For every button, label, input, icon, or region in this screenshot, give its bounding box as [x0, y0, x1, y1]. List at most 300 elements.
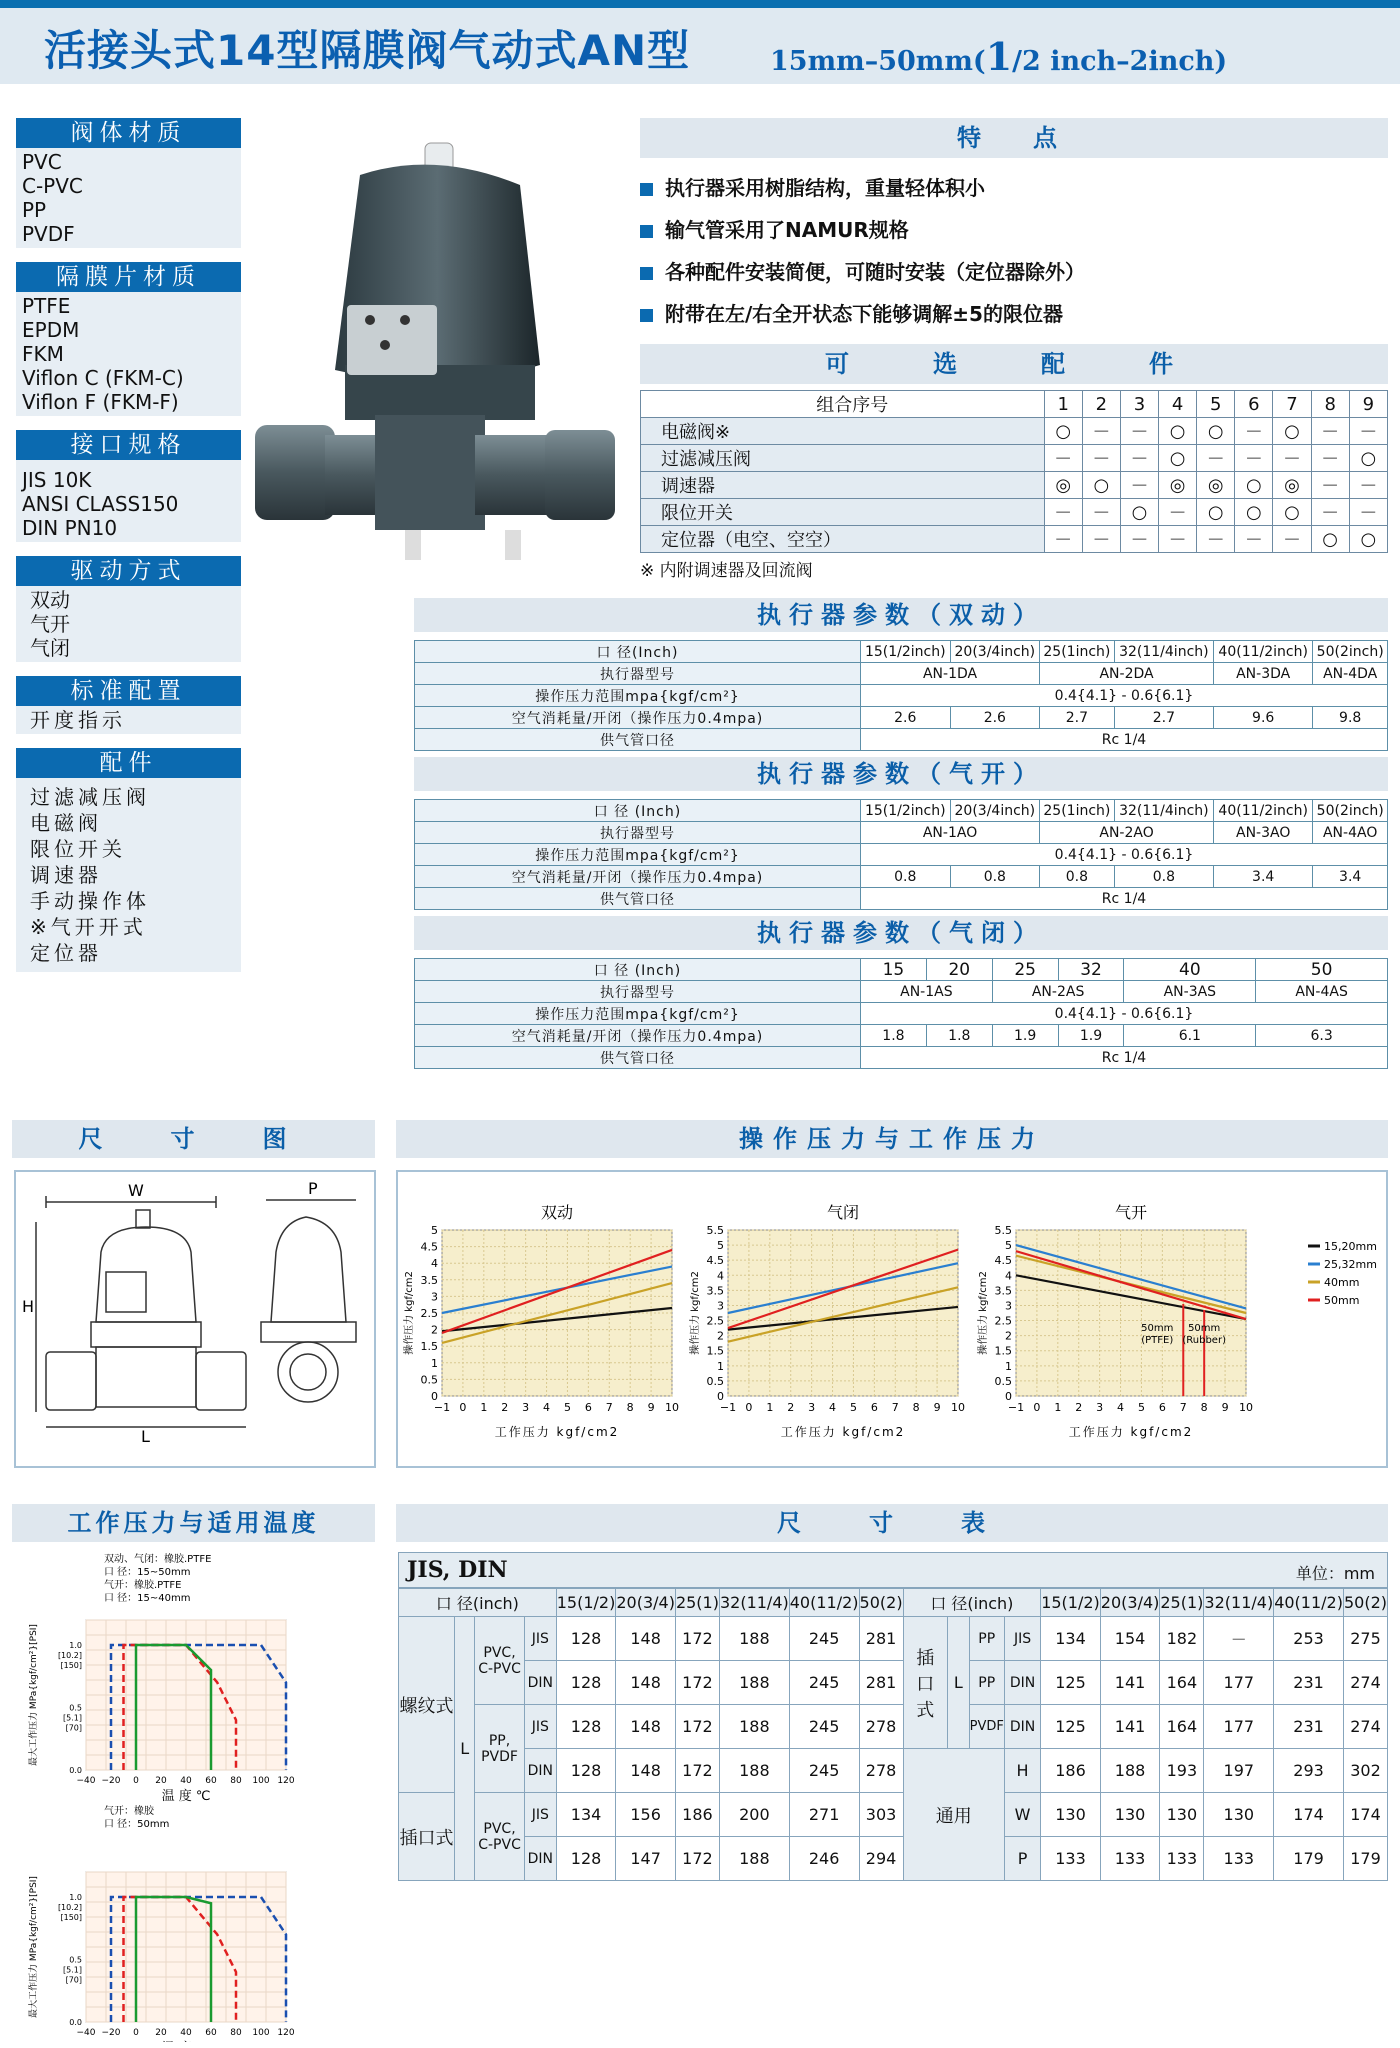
model-cell: AN-1AS [861, 981, 993, 1003]
size-cell: 20(3/4inch) [950, 641, 1040, 663]
list-item: 气开 [30, 612, 70, 636]
size-cell: 25 [992, 959, 1058, 981]
x-tick-label: 3 [522, 1401, 530, 1414]
option-label: 定位器（电空、空空） [641, 526, 1045, 553]
dim-header: 口 径(inch) [399, 1589, 557, 1617]
size-cell: 40 [1124, 959, 1256, 981]
model-cell: AN-4DA [1313, 663, 1388, 685]
option-col: 1 [1044, 391, 1082, 418]
standard-list [16, 706, 241, 734]
option-cell: － [1044, 445, 1082, 472]
dim-cell: 130 [1160, 1793, 1204, 1837]
dim-cell: 134 [556, 1793, 616, 1837]
dim-cell: JIS [1004, 1617, 1040, 1661]
bullet-square-icon [640, 183, 653, 196]
temp-y-tick: 1.0 [69, 1641, 82, 1650]
dim-table-banner [398, 1552, 1388, 1588]
dim-cell: 50(2) [859, 1589, 903, 1617]
option-cell: － [1120, 418, 1158, 445]
dim-cell: 32(11/4) [719, 1589, 789, 1617]
pressure-label: 操作压力范围mpa{kgf/cm²} [415, 685, 861, 707]
temp-x-tick: 60 [205, 1776, 217, 1786]
dim-cell: 130 [1204, 1793, 1274, 1837]
list-item: 过滤减压阀 [30, 785, 150, 809]
dim-cell: 134 [1041, 1617, 1101, 1661]
x-tick-label: 5 [1137, 1401, 1145, 1414]
page-title: 活接头式14型隔膜阀气动式AN型 [44, 26, 691, 75]
option-col: 5 [1197, 391, 1235, 418]
port-cell: Rc 1/4 [861, 729, 1388, 751]
dim-cell: 186 [1041, 1749, 1101, 1793]
dim-cell: 193 [1160, 1749, 1204, 1793]
dim-cell: DIN [524, 1661, 556, 1705]
air-cell: 6.1 [1124, 1025, 1256, 1047]
dim-cell: 148 [616, 1661, 676, 1705]
temp-x-tick: 120 [277, 1776, 295, 1786]
dim-cell: 188 [719, 1749, 789, 1793]
y-tick-label: 4 [431, 1257, 438, 1271]
dim-cell: 141 [1100, 1705, 1160, 1749]
dim-cell: 245 [789, 1749, 859, 1793]
dim-cell: 32(11/4) [1204, 1589, 1274, 1617]
dim-cell: 128 [556, 1617, 616, 1661]
dim-cell: 插 口 式 [903, 1617, 947, 1749]
dim-cell: PVDF [969, 1705, 1004, 1749]
y-tick-label: 2 [431, 1323, 438, 1337]
model-label: 执行器型号 [415, 663, 861, 685]
temp-y-tick: [150] [60, 1913, 82, 1922]
temp-x-tick: 20 [155, 1776, 167, 1786]
size-cell: 40(11/2inch) [1214, 800, 1313, 822]
option-cell: ○ [1235, 499, 1273, 526]
air-cell: 2.6 [861, 707, 951, 729]
list-item: 定位器 [30, 941, 102, 965]
feature-item: 附带在左/右全开状态下能够调解±5的限位器 [640, 298, 1388, 340]
option-cell: － [1082, 418, 1120, 445]
pressure-chart-box [396, 1170, 1388, 1468]
model-cell: AN-4AO [1313, 822, 1388, 844]
list-item: Viflon F (FKM-F) [22, 390, 179, 414]
dim-cell: 156 [616, 1793, 676, 1837]
dim-cell: W [1004, 1793, 1040, 1837]
temp-chart-label: 双动、气闭：橡胶.PTFE [104, 1554, 212, 1565]
dim-cell: 182 [1160, 1617, 1204, 1661]
y-tick-label: 2.5 [420, 1307, 438, 1320]
air-cell: 0.8 [1114, 866, 1213, 888]
list-item: ANSI CLASS150 [22, 492, 179, 516]
dim-cell: DIN [1004, 1661, 1040, 1705]
air-cell: 2.7 [1114, 707, 1213, 729]
dim-cell: 15(1/2) [1041, 1589, 1101, 1617]
drive-list [16, 586, 241, 662]
x-tick-label: 6 [1158, 1401, 1166, 1414]
option-label: 调速器 [641, 472, 1045, 499]
dim-cell: 130 [1041, 1793, 1101, 1837]
y-tick-label: 2.5 [706, 1314, 724, 1328]
model-cell: AN-1AO [861, 822, 1040, 844]
page-subtitle: 15mm–50mm(1/2 inch–2inch) [770, 34, 1228, 79]
size-cell: 15(1/2inch) [861, 641, 951, 663]
size-cell: 50(2inch) [1313, 800, 1388, 822]
dim-cell: 130 [1100, 1793, 1160, 1837]
temp-x-tick: 0 [133, 2028, 139, 2038]
x-tick-label: 3 [1096, 1401, 1104, 1414]
option-cell: ◎ [1273, 472, 1311, 499]
option-cell: － [1082, 499, 1120, 526]
temp-heading: 工作压力与适用温度 [12, 1504, 375, 1542]
model-cell: AN-2DA [1040, 663, 1214, 685]
y-tick-label: 1 [1005, 1359, 1012, 1373]
legend-label: 40mm [1324, 1276, 1360, 1289]
temp-x-axis-label: 温 度 ℃ [161, 1789, 211, 1804]
dim-cell: 197 [1204, 1749, 1274, 1793]
option-cell: ○ [1235, 472, 1273, 499]
standard-heading: 标准配置 [16, 676, 241, 706]
dim-cell: 插口式 [399, 1793, 455, 1881]
dim-cell: 174 [1274, 1793, 1344, 1837]
legend-label: 50mm [1324, 1294, 1360, 1307]
actuator-heading: 执行器参数（气开） [414, 757, 1388, 791]
dim-cell: 281 [859, 1617, 903, 1661]
x-tick-label: 4 [1117, 1401, 1125, 1414]
feature-item: 执行器采用树脂结构，重量轻体积小 [640, 172, 1388, 214]
dim-cell: 200 [719, 1793, 789, 1837]
dim-W-label: W [128, 1181, 144, 1200]
x-tick-label: 1 [1054, 1401, 1062, 1414]
unit-label: 单位：mm [1295, 1564, 1375, 1583]
option-cell: － [1120, 472, 1158, 499]
size-cell: 20 [926, 959, 992, 981]
list-item: 手动操作体 [30, 889, 150, 913]
dim-cell: JIS [524, 1793, 556, 1837]
list-item: 开度指示 [30, 708, 126, 732]
option-cell: ○ [1349, 445, 1387, 472]
temp-x-tick: 100 [252, 1776, 270, 1786]
temp-y-tick: 0.0 [69, 2018, 82, 2027]
dimension-drawing [16, 1172, 374, 1466]
size-label: 口 径(Inch) [415, 641, 861, 663]
list-item: C-PVC [22, 174, 83, 198]
dim-cell: 141 [1100, 1661, 1160, 1705]
air-cell: 3.4 [1313, 866, 1388, 888]
port-cell: Rc 1/4 [861, 1047, 1388, 1069]
air-cell: 2.7 [1040, 707, 1115, 729]
temp-y-axis-label: 最大工作压力 MPa{kgf/cm²}[PSI] [29, 1624, 39, 1766]
temp-x-tick: −20 [101, 2028, 121, 2038]
air-cell: 9.6 [1214, 707, 1313, 729]
legend-label: 25,32mm [1324, 1258, 1377, 1271]
list-item: 气闭 [30, 636, 70, 660]
dim-cell: 154 [1100, 1617, 1160, 1661]
size-cell: 32(11/4inch) [1114, 800, 1213, 822]
list-item: FKM [22, 342, 64, 366]
size-cell: 40(11/2inch) [1214, 641, 1313, 663]
temp-y-tick: 1.0 [69, 1893, 82, 1902]
dim-L-label: L [141, 1427, 150, 1446]
chart-title: 气开 [1114, 1203, 1148, 1222]
list-item: PVDF [22, 222, 75, 246]
dimension-table [398, 1588, 1388, 1881]
temp-x-tick: 0 [133, 1776, 139, 1786]
dim-cell: 253 [1274, 1617, 1344, 1661]
y-tick-label: 3 [717, 1299, 724, 1313]
option-cell: ○ [1349, 526, 1387, 553]
dim-cell: L [455, 1617, 475, 1881]
x-tick-label: 0 [1033, 1401, 1041, 1414]
pressure-label: 操作压力范围mpa{kgf/cm²} [415, 1003, 861, 1025]
option-cell: － [1120, 445, 1158, 472]
connection-heading: 接口规格 [16, 430, 241, 460]
options-header: 组合序号 [641, 391, 1045, 418]
dim-cell: 20(3/4) [1100, 1589, 1160, 1617]
features-heading: 特 点 [640, 118, 1388, 158]
size-cell: 50(2inch) [1313, 641, 1388, 663]
x-tick-label: 5 [849, 1401, 857, 1414]
x-tick-label: 9 [647, 1401, 655, 1414]
option-cell: － [1082, 445, 1120, 472]
dim-cell: 278 [859, 1749, 903, 1793]
list-item: 双动 [30, 588, 70, 612]
size-label: 口 径 (Inch) [415, 959, 861, 981]
y-tick-label: 0.5 [994, 1374, 1012, 1388]
option-cell: － [1235, 526, 1273, 553]
options-row [641, 418, 1388, 445]
dim-cell: 15(1/2) [556, 1589, 616, 1617]
option-cell: ◎ [1197, 472, 1235, 499]
x-tick-label: 6 [870, 1401, 878, 1414]
dim-cell: 188 [719, 1705, 789, 1749]
y-tick-label: 4 [717, 1269, 724, 1283]
option-cell: ○ [1311, 526, 1349, 553]
dim-cell: 40(11/2) [1274, 1589, 1344, 1617]
temp-x-tick: 80 [230, 1776, 242, 1786]
y-tick-label: 0.5 [420, 1373, 438, 1387]
temp-chart-label: 口 径：50mm [104, 1819, 170, 1830]
option-col: 3 [1120, 391, 1158, 418]
feature-item: 各种配件安装简便，可随时安装（定位器除外） [640, 256, 1388, 298]
x-tick-label: 2 [501, 1401, 509, 1414]
pressure-cell: 0.4{4.1} - 0.6{6.1} [861, 685, 1388, 707]
actuator-section [414, 598, 1388, 1069]
air-cell: 0.8 [950, 866, 1040, 888]
option-cell: － [1311, 472, 1349, 499]
temp-y-tick: [70] [65, 1723, 82, 1733]
dim-cell: 148 [616, 1705, 676, 1749]
air-cell: 1.8 [861, 1025, 927, 1047]
dim-cell: 172 [675, 1749, 719, 1793]
dim-cell: 294 [859, 1837, 903, 1881]
option-cell: － [1311, 418, 1349, 445]
dim-cell: 303 [859, 1793, 903, 1837]
y-tick-label: 0.5 [706, 1374, 724, 1388]
dim-cell: PVC, C-PVC [475, 1617, 525, 1705]
dim-cell: 164 [1160, 1705, 1204, 1749]
diaphragm-heading: 隔膜片材质 [16, 262, 241, 292]
dim-cell: 50(2) [1343, 1589, 1387, 1617]
option-cell: － [1349, 418, 1387, 445]
temp-x-axis-label [162, 2040, 211, 2042]
x-tick-label: 9 [933, 1401, 941, 1414]
option-cell: ○ [1120, 499, 1158, 526]
y-tick-label: 0 [1005, 1390, 1012, 1403]
x-tick-label: 1 [480, 1401, 488, 1414]
option-cell: ○ [1044, 418, 1082, 445]
model-cell: AN-2AO [1040, 822, 1214, 844]
list-item: PP [22, 198, 47, 222]
dim-cell: 245 [789, 1705, 859, 1749]
dim-cell: L [948, 1617, 970, 1749]
x-axis-label: 工作压力 kgf/cm2 [494, 1425, 620, 1439]
option-cell: － [1120, 526, 1158, 553]
list-item: DIN PN10 [22, 516, 118, 540]
option-cell: ◎ [1044, 472, 1082, 499]
air-cell: 9.8 [1313, 707, 1388, 729]
air-cell: 1.8 [926, 1025, 992, 1047]
y-axis-label: 操作压力 kgf/cm2 [404, 1271, 415, 1355]
dim-cell: 148 [616, 1617, 676, 1661]
pressure-heading: 操作压力与工作压力 [396, 1120, 1388, 1158]
dim-cell: 275 [1343, 1617, 1387, 1661]
dim-cell: DIN [524, 1837, 556, 1881]
pressure-cell: 0.4{4.1} - 0.6{6.1} [861, 1003, 1388, 1025]
y-tick-label: 3 [431, 1290, 438, 1304]
list-item: EPDM [22, 318, 80, 342]
dim-cell: PP [969, 1617, 1004, 1661]
dim-cell: 40(11/2) [789, 1589, 859, 1617]
dim-cell: 133 [1160, 1837, 1204, 1881]
option-cell: ○ [1159, 418, 1197, 445]
list-item: PVC [22, 150, 62, 174]
body-material-list [16, 148, 241, 248]
size-cell: 15(1/2inch) [861, 800, 951, 822]
dim-cell: 302 [1343, 1749, 1387, 1793]
dim-cell: 25(1) [1160, 1589, 1204, 1617]
annotation-label: 50mm [1188, 1323, 1221, 1335]
model-cell: AN-1DA [861, 663, 1040, 685]
model-label: 执行器型号 [415, 981, 861, 1003]
model-cell: AN-4AS [1256, 981, 1388, 1003]
temp-x-tick: −40 [76, 2028, 96, 2038]
y-tick-label: 2 [1005, 1329, 1012, 1343]
y-tick-label: 1.5 [994, 1344, 1012, 1358]
temp-x-tick: −20 [101, 1776, 121, 1786]
actuator-heading: 执行器参数（气闭） [414, 916, 1388, 950]
air-cell: 0.8 [1040, 866, 1115, 888]
option-cell: ○ [1273, 418, 1311, 445]
option-cell: ○ [1197, 418, 1235, 445]
air-label: 空气消耗量/开闭（操作压力0.4mpa) [415, 866, 861, 888]
dim-cell: 188 [1100, 1749, 1160, 1793]
pressure-cell: 0.4{4.1} - 0.6{6.1} [861, 844, 1388, 866]
dim-P-label: P [308, 1179, 318, 1198]
option-cell: － [1159, 526, 1197, 553]
y-tick-label: 5 [1005, 1239, 1012, 1253]
bullet-square-icon [640, 309, 653, 322]
option-cell: － [1349, 499, 1387, 526]
options-table [640, 390, 1388, 553]
port-label: 供气管口径 [415, 1047, 861, 1069]
x-tick-label: 9 [1221, 1401, 1229, 1414]
dim-cell: 245 [789, 1661, 859, 1705]
dim-cell: 174 [1343, 1793, 1387, 1837]
dim-cell: 179 [1274, 1837, 1344, 1881]
accessories-list [16, 778, 241, 972]
option-cell: ○ [1197, 499, 1235, 526]
size-cell: 20(3/4inch) [950, 800, 1040, 822]
dimension-drawing-heading: 尺 寸 图 [12, 1120, 375, 1158]
temp-y-tick: [5.1] [63, 1965, 82, 1975]
actuator-table [414, 958, 1388, 1069]
dim-H-label: H [22, 1297, 35, 1316]
x-tick-label: 4 [543, 1401, 551, 1414]
x-tick-label: 2 [1075, 1401, 1083, 1414]
dim-cell: 125 [1041, 1661, 1101, 1705]
x-tick-label: 5 [563, 1401, 571, 1414]
x-tick-label: 2 [787, 1401, 795, 1414]
dim-cell: － [1204, 1617, 1274, 1661]
temp-x-tick: 120 [277, 2028, 295, 2038]
y-tick-label: 4.5 [994, 1254, 1012, 1268]
size-cell: 50 [1256, 959, 1388, 981]
x-tick-label: 4 [829, 1401, 837, 1414]
option-cell: － [1235, 445, 1273, 472]
temp-chart-label: 气开：橡胶.PTFE [104, 1580, 182, 1591]
x-tick-label: 0 [745, 1401, 753, 1414]
drive-heading: 驱动方式 [16, 556, 241, 586]
air-cell: 6.3 [1256, 1025, 1388, 1047]
list-item: ※气开开式 [30, 915, 147, 939]
dim-cell: PVC, C-PVC [475, 1793, 525, 1881]
size-cell: 32 [1058, 959, 1124, 981]
dim-cell: H [1004, 1749, 1040, 1793]
temp-chart-label: 口 径：15~40mm [104, 1593, 191, 1604]
port-label: 供气管口径 [415, 729, 861, 751]
options-row [641, 472, 1388, 499]
dim-cell: PP [969, 1661, 1004, 1705]
temp-x-tick: −40 [76, 1776, 96, 1786]
dim-cell: 278 [859, 1705, 903, 1749]
y-tick-label: 5 [717, 1239, 724, 1253]
diaphragm-list [16, 292, 241, 416]
air-cell: 0.8 [861, 866, 951, 888]
x-tick-label: 10 [951, 1401, 965, 1414]
y-axis-label: 操作压力 kgf/cm2 [690, 1271, 701, 1355]
option-col: 7 [1273, 391, 1311, 418]
dim-cell: 231 [1274, 1661, 1344, 1705]
dim-cell: 148 [616, 1749, 676, 1793]
y-tick-label: 3.5 [420, 1273, 438, 1287]
size-cell: 25(1inch) [1040, 800, 1115, 822]
temp-y-tick: [10.2] [57, 1903, 82, 1912]
option-cell: ○ [1159, 445, 1197, 472]
dim-cell: 274 [1343, 1661, 1387, 1705]
y-tick-label: 4.5 [420, 1240, 438, 1254]
temp-y-tick: 0.5 [69, 1703, 82, 1713]
air-cell: 2.6 [950, 707, 1040, 729]
dim-cell: 179 [1343, 1837, 1387, 1881]
y-axis-label: 操作压力 kgf/cm2 [978, 1271, 989, 1355]
x-tick-label: −1 [1007, 1401, 1025, 1414]
y-tick-label: 2.5 [994, 1314, 1012, 1328]
dim-cell: 177 [1204, 1661, 1274, 1705]
header-accent-bar [0, 0, 1400, 8]
option-cell: － [1044, 526, 1082, 553]
model-label: 执行器型号 [415, 822, 861, 844]
x-axis-label: 工作压力 kgf/cm2 [780, 1425, 906, 1439]
y-tick-label: 2 [717, 1329, 724, 1343]
x-tick-label: −1 [433, 1401, 451, 1414]
model-cell: AN-3AO [1214, 822, 1313, 844]
